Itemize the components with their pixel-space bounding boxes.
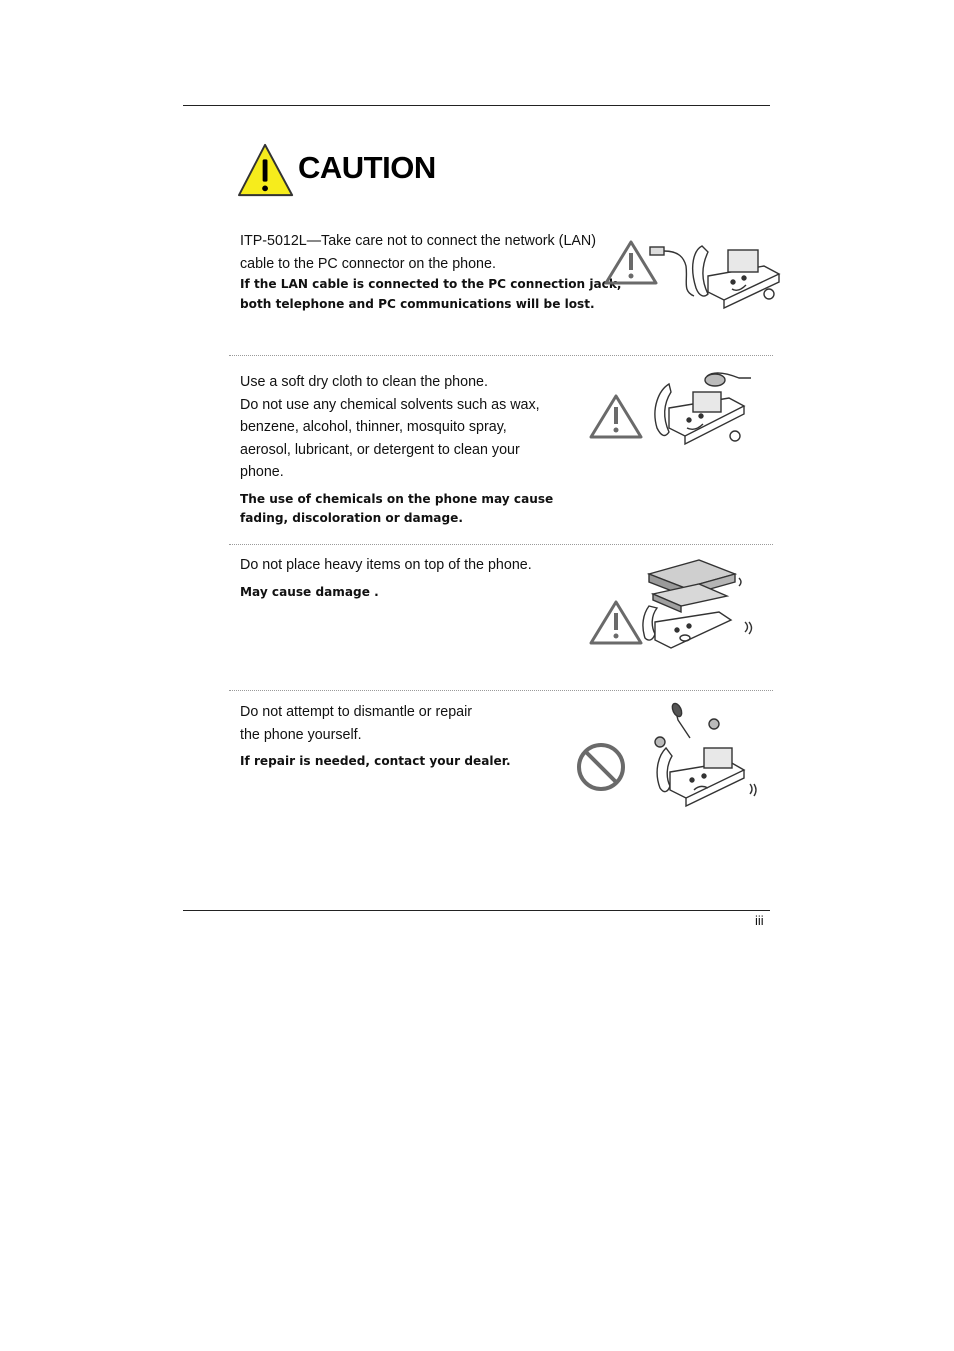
text-line: aerosol, lubricant, or detergent to clean your [240,441,520,458]
warning-note: both telephone and PC communications will be lost. [240,296,595,311]
warning-icon [591,396,641,437]
warning-icon [606,242,656,283]
lan-cable-phone-illustration [604,236,782,310]
phone-drawing [643,560,752,648]
text-line: the phone yourself. [240,726,362,743]
text-line: phone. [240,464,284,481]
text-line: benzene, alcohol, thinner, mosquito spray, [240,419,507,436]
warning-note: May cause damage . [240,584,379,599]
top-rule [183,105,770,106]
warning-note: fading, discoloration or damage. [240,511,463,526]
warning-note: If repair is needed, contact your dealer. [240,754,511,769]
text-line: Use a soft dry cloth to clean the phone. [240,374,488,390]
warning-note: The use of chemicals on the phone may cause [240,491,554,506]
caution-item-lan [240,230,621,314]
phone-drawing [650,246,779,308]
warning-icon [591,602,641,643]
prohibited-icon [579,745,623,789]
section-divider [229,544,773,545]
heavy-items-phone-illustration [589,556,759,656]
caution-item-repair [240,701,511,772]
text-line: ITP-5012L—Take care not to connect the network (LAN) [240,233,597,249]
repair-phone-illustration [574,700,762,812]
cleaning-phone-illustration [589,368,759,450]
section-divider [229,355,773,356]
bottom-rule [183,910,770,911]
caution-item-cleaning [240,371,553,529]
text-line: cable to the PC connector on the phone. [240,255,496,272]
text-line: Do not attempt to dismantle or repair [240,704,473,720]
caution-item-heavy-items [240,554,532,602]
page-number: iii [755,913,764,928]
page-title: CAUTION [298,150,436,185]
text-line: Do not place heavy items on top of the phone. [240,557,532,573]
phone-drawing [655,702,756,806]
phone-drawing [655,373,751,444]
text-line: Do not use any chemical solvents such as wax, [240,396,540,413]
section-divider [229,690,773,691]
caution-warning-icon [238,142,296,198]
warning-note: If the LAN cable is connected to the PC connection jack, [240,277,622,292]
